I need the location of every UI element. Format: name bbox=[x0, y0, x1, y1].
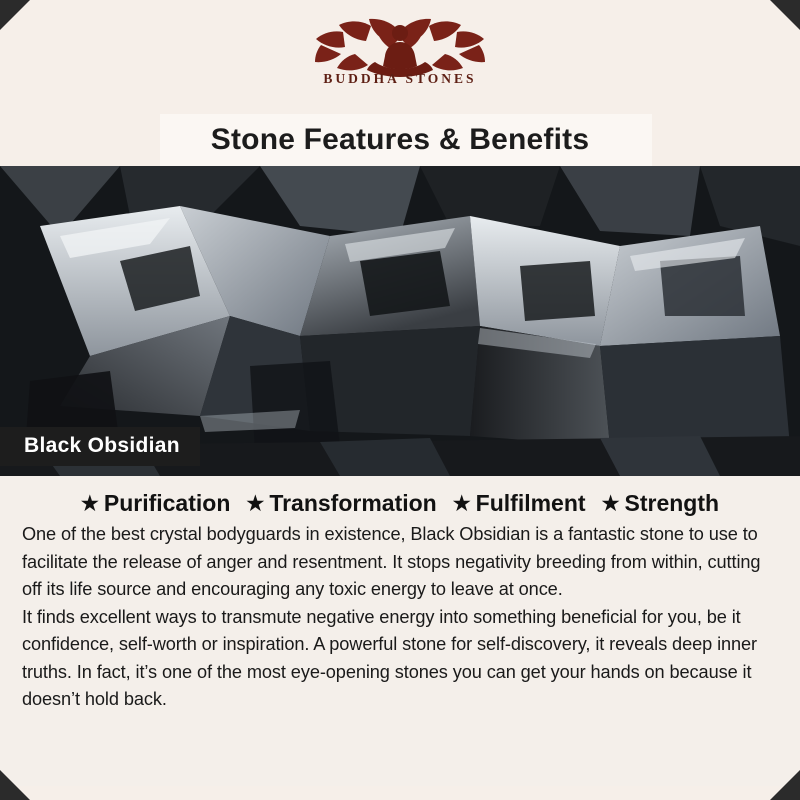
star-icon: ★ bbox=[601, 492, 620, 515]
corner-accent-bottom-left bbox=[0, 770, 30, 800]
star-icon: ★ bbox=[452, 492, 471, 515]
corner-accent-top-right bbox=[770, 0, 800, 30]
corner-accent-top-left bbox=[0, 0, 30, 30]
description-paragraph-2: It finds excellent ways to transmute negative energy into something beneficial for you, be it confidence, self-worth or inspiration. A powerful stone for self-discovery, it reveals deep inner truths. In fact, it’s one of the most eye-opening stones you can get your hands on because it doesn’t hold back. bbox=[22, 606, 758, 709]
keyword-label: Transformation bbox=[269, 490, 437, 516]
page-title: Stone Features & Benefits bbox=[210, 123, 590, 156]
description-paragraph-1: One of the best crystal bodyguards in existence, Black Obsidian is a fantastic stone to use to facilitate the release of anger and resentment. It stops negativity breeding from within, cutting off its life source and encouraging any toxic energy to leave at once. bbox=[22, 524, 761, 599]
corner-accent-bottom-right bbox=[770, 770, 800, 800]
keyword-label: Fulfilment bbox=[475, 490, 586, 516]
keyword-label: Strength bbox=[624, 490, 720, 516]
keyword-item bbox=[81, 490, 230, 517]
stone-name-caption: Black Obsidian bbox=[0, 427, 200, 466]
brand-header bbox=[0, 0, 800, 110]
keyword-item bbox=[453, 490, 586, 517]
brand-name-text: BUDDHA STONES bbox=[323, 71, 477, 86]
star-icon: ★ bbox=[246, 492, 265, 515]
hero-image bbox=[0, 166, 800, 476]
keyword-label: Purification bbox=[103, 490, 231, 516]
keyword-item bbox=[602, 490, 720, 517]
content-section bbox=[0, 476, 800, 786]
keyword-list bbox=[22, 490, 778, 517]
keyword-item bbox=[246, 490, 436, 517]
title-band bbox=[0, 114, 800, 166]
lotus-meditation-icon bbox=[315, 14, 485, 86]
star-icon: ★ bbox=[80, 492, 99, 515]
